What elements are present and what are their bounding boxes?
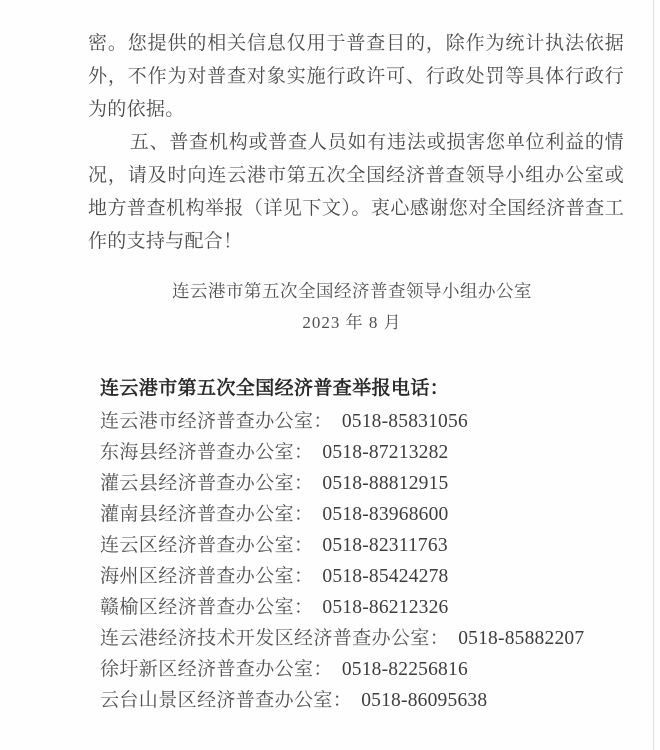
hotline-phone-number: 0518-85424278 [322, 566, 449, 587]
signature-block [22, 276, 660, 338]
paragraph-report-violations: 五、普查机构或普查人员如有违法或损害您单位利益的情况，请及时向连云港市第五次全国经济普查领导小组办公室或地方普查机构举报（详见下文）。衷心感谢您对全国经济普查工作的支持与配合！ [88, 132, 624, 252]
hotline-phone-number: 0518-82256816 [341, 659, 468, 680]
hotline-phone-number: 0518-85882207 [458, 628, 585, 649]
hotline-office-label: 云台山景区经济普查办公室： [100, 690, 353, 711]
hotline-entry-ganyu [100, 592, 620, 623]
hotline-office-label: 徐圩新区经济普查办公室： [100, 659, 333, 680]
hotline-office-label: 灌云县经济普查办公室： [100, 473, 314, 494]
hotline-entry-xuwei [100, 654, 620, 685]
hotline-office-label: 连云港市经济普查办公室： [100, 411, 333, 432]
hotline-phone-number: 0518-86212326 [322, 597, 449, 618]
hotline-office-label: 连云区经济普查办公室： [100, 535, 314, 556]
hotline-phone-number: 0518-88812915 [322, 473, 449, 494]
hotline-office-label: 灌南县经济普查办公室： [100, 504, 314, 525]
hotline-entry-donghai [100, 437, 620, 468]
hotline-heading: 连云港市第五次全国经济普查举报电话： [100, 378, 450, 399]
hotline-entry-lianyun [100, 530, 620, 561]
hotline-phone-number: 0518-83968600 [322, 504, 449, 525]
hotline-office-label: 连云港经济技术开发区经济普查办公室： [100, 628, 450, 649]
hotline-entry-haizhou [100, 561, 620, 592]
paragraph-confidentiality: 密。您提供的相关信息仅用于普查目的，除作为统计执法依据外，不作为对普查对象实施行政许可、行政处罚等具体行政行为的依据。 [88, 33, 624, 120]
hotline-office-label: 海州区经济普查办公室： [100, 566, 314, 587]
hotline-office-label: 赣榆区经济普查办公室： [100, 597, 314, 618]
hotline-phone-number: 0518-85831056 [341, 411, 468, 432]
notice-body [88, 27, 624, 258]
hotline-phone-number: 0518-87213282 [322, 442, 449, 463]
hotline-office-label: 东海县经济普查办公室： [100, 442, 314, 463]
hotline-entry-guanyun [100, 468, 620, 499]
hotline-entry-development-zone [100, 623, 620, 654]
hotline-phone-number: 0518-82311763 [322, 535, 448, 556]
signature-organization: 连云港市第五次全国经济普查领导小组办公室 [172, 281, 532, 301]
scanned-page-edge [653, 0, 654, 750]
hotline-entry-city [100, 406, 620, 437]
hotline-entry-yuntaishan [100, 685, 620, 716]
signature-date: 2023 年 8 月 [302, 313, 402, 332]
hotline-section [100, 374, 620, 716]
hotline-entry-guannan [100, 499, 620, 530]
hotline-phone-number: 0518-86095638 [361, 690, 488, 711]
